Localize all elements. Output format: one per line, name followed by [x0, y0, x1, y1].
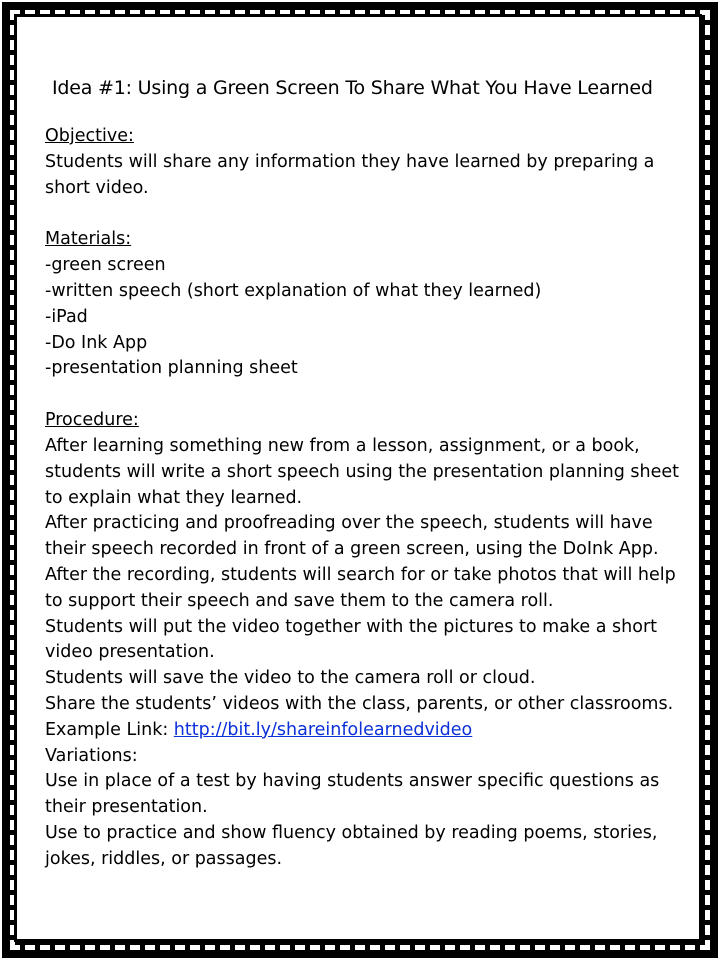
procedure-line: Students will save the video to the camera roll or cloud. [45, 668, 536, 689]
procedure-section [45, 408, 685, 872]
procedure-heading: Procedure: [45, 410, 139, 431]
materials-item: -green screen [45, 255, 166, 276]
procedure-line: Students will put the video together with the pictures to make a short [45, 616, 657, 637]
procedure-line: their speech recorded in front of a green screen, using the DoInk App. [45, 539, 659, 560]
procedure-line: to explain what they learned. [45, 487, 303, 508]
materials-section [45, 227, 685, 382]
page-title: Idea #1: Using a Green Screen To Share What You Have Learned [52, 77, 653, 99]
example-link-row [45, 718, 685, 744]
document-content [45, 74, 685, 899]
variations-line: jokes, riddles, or passages. [45, 848, 283, 869]
procedure-line: Share the students’ videos with the class, parents, or other classrooms. [45, 693, 674, 714]
procedure-line: After the recording, students will search for or take photos that will help [45, 564, 676, 585]
materials-item: -Do Ink App [45, 332, 148, 353]
variations-line: their presentation. [45, 797, 208, 818]
procedure-line: After practicing and proofreading over the speech, students will have [45, 513, 653, 534]
materials-heading: Materials: [45, 229, 132, 250]
objective-section [45, 124, 685, 201]
variations-line: Use in place of a test by having students answer specific questions as [45, 771, 660, 792]
materials-item: -written speech (short explanation of what they learned) [45, 280, 542, 301]
example-link[interactable]: http://bit.ly/shareinfolearnedvideo [173, 719, 473, 740]
objective-line: short video. [45, 177, 149, 198]
procedure-line: to support their speech and save them to the camera roll. [45, 590, 554, 611]
variations-line: Use to practice and show fluency obtained by reading poems, stories, [45, 822, 658, 843]
procedure-line: video presentation. [45, 642, 215, 663]
procedure-line: After learning something new from a lesson, assignment, or a book, [45, 435, 640, 456]
materials-item: -presentation planning sheet [45, 358, 298, 379]
materials-item: -iPad [45, 306, 88, 327]
example-link-label: Example Link: [45, 719, 174, 740]
procedure-line: students will write a short speech using the presentation planning sheet [45, 461, 680, 482]
variations-heading: Variations: [45, 745, 138, 766]
objective-heading: Objective: [45, 126, 134, 146]
objective-line: Students will share any information they have learned by preparing a [45, 151, 655, 172]
